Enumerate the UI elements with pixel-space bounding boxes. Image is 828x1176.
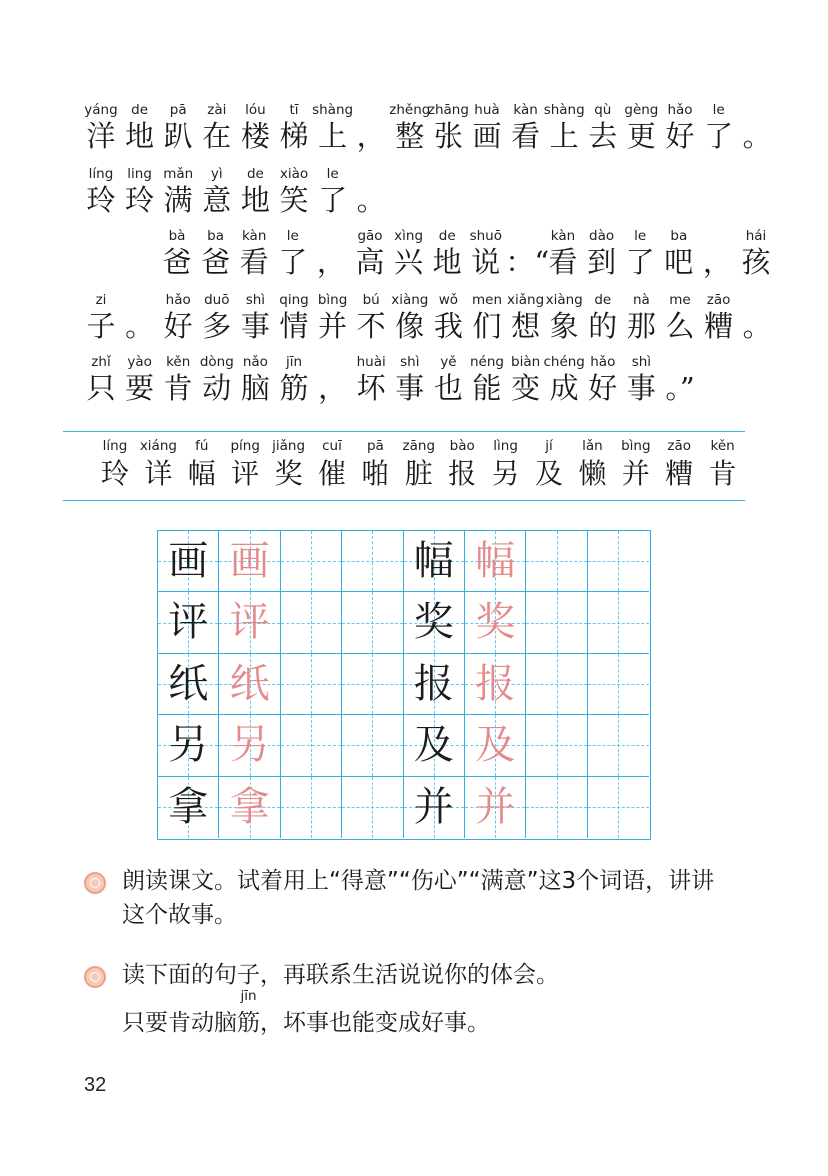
grid-cell	[404, 715, 465, 776]
pinyin: zài	[207, 102, 227, 118]
new-character-char: 另	[491, 457, 520, 490]
passage-char: 像	[395, 309, 425, 343]
passage-line	[0, 230, 828, 294]
grid-cell	[342, 592, 403, 653]
passage-char: 要	[125, 371, 155, 405]
trace-character: 及	[475, 722, 516, 769]
pinyin: shàng	[312, 102, 354, 118]
pinyin: zhǐ	[91, 354, 111, 370]
passage-char: 子	[86, 309, 116, 343]
passage-char: 。	[356, 183, 386, 217]
passage-char: 地	[240, 183, 270, 217]
new-character-pinyin: pā	[366, 438, 384, 454]
pinyin: hǎo	[165, 292, 191, 308]
passage-char: 坏	[356, 371, 386, 405]
passage-char: 整	[395, 119, 425, 153]
pinyin: yě	[440, 354, 457, 370]
passage-char: ：“	[505, 245, 550, 279]
passage-char: 情	[279, 309, 309, 343]
grid-cell	[219, 777, 280, 838]
passage-char: ，	[316, 245, 346, 279]
grid-cell	[219, 531, 280, 592]
passage-char: 满	[163, 183, 193, 217]
passage-char: 吧	[664, 245, 694, 279]
pinyin: de	[594, 292, 612, 308]
writing-practice-grid	[157, 530, 651, 840]
pinyin: de	[438, 228, 456, 244]
passage-char: 脑	[240, 371, 270, 405]
new-character-char: 幅	[187, 457, 216, 490]
new-character-pinyin: fú	[195, 438, 209, 454]
passage-char: 我	[433, 309, 463, 343]
passage-char: 洋	[86, 119, 116, 153]
pinyin: le	[286, 228, 299, 244]
pinyin: xiàng	[545, 292, 583, 308]
pinyin: shàng	[543, 102, 585, 118]
model-character: 另	[168, 722, 209, 769]
new-character-pinyin: lìng	[493, 438, 518, 454]
passage-char: 筋	[279, 371, 309, 405]
passage-char: 更	[626, 119, 656, 153]
grid-cell	[219, 654, 280, 715]
new-character-char: 并	[621, 457, 650, 490]
passage-char: 看	[548, 245, 578, 279]
pinyin: chéng	[543, 354, 585, 370]
passage-char: 好	[588, 371, 618, 405]
pinyin: xiàng	[391, 292, 429, 308]
grid-cell	[281, 592, 342, 653]
pinyin: le	[634, 228, 647, 244]
grid-cell	[342, 654, 403, 715]
pinyin: zāo	[706, 292, 731, 308]
new-character	[703, 438, 743, 492]
new-character	[616, 438, 656, 492]
pinyin: qing	[279, 292, 309, 308]
passage-char: 那	[626, 309, 656, 343]
passage-char: 上	[549, 119, 579, 153]
pinyin: de	[131, 102, 149, 118]
grid-cell	[281, 531, 342, 592]
pinyin: yáng	[84, 102, 118, 118]
passage-line	[0, 356, 828, 420]
pinyin: bú	[362, 292, 380, 308]
new-character-char: 脏	[404, 457, 433, 490]
passage-char: 爸	[162, 245, 192, 279]
pinyin: dào	[589, 228, 615, 244]
passage-char: 高	[355, 245, 385, 279]
passage-line	[0, 294, 828, 358]
passage-char: 糟	[704, 309, 734, 343]
grid-cell	[526, 531, 587, 592]
example-sentence-pre: 只要肯动脑	[122, 1010, 237, 1036]
pinyin: nà	[632, 292, 650, 308]
passage-char: 变	[511, 371, 541, 405]
new-character-char: 及	[534, 457, 563, 490]
passage-char: 了	[704, 119, 734, 153]
passage-char: 并	[318, 309, 348, 343]
new-characters-list	[63, 431, 745, 501]
new-character-char: 玲	[100, 457, 129, 490]
grid-cell	[342, 777, 403, 838]
pinyin: zi	[95, 292, 107, 308]
passage-char: 看	[511, 119, 541, 153]
grid-cell	[219, 592, 280, 653]
grid-cell	[526, 592, 587, 653]
new-character	[95, 438, 135, 492]
model-character: 拿	[168, 783, 209, 830]
new-character	[269, 438, 309, 492]
pinyin: lóu	[245, 102, 266, 118]
passage-char: 地	[125, 119, 155, 153]
example-sentence	[122, 988, 490, 1040]
passage-char: 画	[472, 119, 502, 153]
passage-char: 。	[742, 119, 772, 153]
pinyin: de	[246, 166, 264, 182]
grid-cell	[404, 777, 465, 838]
pinyin: kěn	[166, 354, 191, 370]
pinyin: shì	[245, 292, 266, 308]
pinyin: duō	[204, 292, 230, 308]
passage-char: 了	[278, 245, 308, 279]
new-character	[442, 438, 482, 492]
model-character: 报	[413, 660, 454, 707]
passage-char: 去	[588, 119, 618, 153]
trace-character: 拿	[229, 783, 270, 830]
grid-cell	[465, 715, 526, 776]
passage-char: ，	[702, 245, 732, 279]
pinyin: wǒ	[438, 292, 459, 308]
new-character-pinyin: xiáng	[139, 438, 177, 454]
grid-cell	[404, 654, 465, 715]
pinyin: líng	[88, 166, 114, 182]
pinyin: yào	[127, 354, 152, 370]
pinyin: xiǎng	[507, 292, 545, 308]
page-number: 32	[84, 1074, 107, 1096]
grid-cell	[281, 654, 342, 715]
pinyin: zhāng	[427, 102, 469, 118]
passage-char: 趴	[163, 119, 193, 153]
new-character	[182, 438, 222, 492]
grid-cell	[281, 777, 342, 838]
passage-char: 说	[471, 245, 501, 279]
passage-char: 。	[125, 309, 155, 343]
new-character-char: 奖	[274, 457, 303, 490]
new-character	[225, 438, 265, 492]
passage-char: 笑	[279, 183, 309, 217]
trace-character: 评	[229, 599, 270, 646]
new-character-pinyin: zāng	[402, 438, 436, 454]
example-pinyin: jīn	[240, 988, 257, 1004]
pinyin: huài	[356, 354, 386, 370]
pinyin: men	[471, 292, 502, 308]
passage-char: 到	[587, 245, 617, 279]
new-character-pinyin: zāo	[667, 438, 691, 454]
trace-character: 并	[475, 783, 516, 830]
passage-char: 多	[202, 309, 232, 343]
new-character-pinyin: lǎn	[582, 438, 603, 454]
new-character	[659, 438, 699, 492]
passage-char: 。”	[665, 371, 695, 405]
new-character-pinyin: píng	[230, 438, 260, 454]
passage-char: 的	[588, 309, 618, 343]
passage-char: 玲	[86, 183, 116, 217]
passage-char: 们	[472, 309, 502, 343]
pinyin: shì	[631, 354, 652, 370]
pinyin: kàn	[241, 228, 267, 244]
new-character-char: 肯	[708, 457, 737, 490]
grid-cell	[588, 715, 649, 776]
model-character: 纸	[168, 660, 209, 707]
new-character-char: 详	[144, 457, 173, 490]
passage-char: 爸	[201, 245, 231, 279]
passage-char: 在	[202, 119, 232, 153]
passage-char: 了	[318, 183, 348, 217]
passage-char: 孩	[741, 245, 771, 279]
passage-char: 肯	[163, 371, 193, 405]
pinyin: xìng	[394, 228, 424, 244]
grid-cell	[465, 654, 526, 715]
model-character: 奖	[413, 599, 454, 646]
pinyin: dòng	[199, 354, 234, 370]
grid-cell	[158, 777, 219, 838]
grid-cell	[588, 531, 649, 592]
new-character-pinyin: kěn	[710, 438, 735, 454]
pinyin: gèng	[624, 102, 659, 118]
grid-cell	[404, 531, 465, 592]
passage-char: 上	[318, 119, 348, 153]
passage-char: 楼	[240, 119, 270, 153]
new-character	[399, 438, 439, 492]
passage-char: 只	[86, 371, 116, 405]
pinyin: bà	[168, 228, 186, 244]
exercise-1-text: 朗读课文。试着用上“得意”“伤心”“满意”这3个词语，讲讲这个故事。	[122, 868, 715, 928]
grid-cell	[404, 592, 465, 653]
passage-char: 梯	[279, 119, 309, 153]
passage-char: 好	[163, 309, 193, 343]
model-character: 幅	[413, 538, 454, 584]
flower-badge-icon	[84, 966, 106, 988]
passage-char: 不	[356, 309, 386, 343]
grid-cell	[465, 592, 526, 653]
new-character-pinyin: bào	[449, 438, 475, 454]
new-character-pinyin: cuī	[322, 438, 342, 454]
exercise-2-text: 读下面的句子，再联系生活说说你的体会。	[122, 962, 559, 988]
pinyin: qù	[594, 102, 612, 118]
pinyin: hǎo	[590, 354, 616, 370]
new-character-pinyin: jiǎng	[272, 438, 306, 454]
pinyin: mǎn	[163, 166, 194, 182]
pinyin: le	[326, 166, 339, 182]
pinyin: tī	[289, 102, 299, 118]
passage-char: 动	[202, 371, 232, 405]
new-character-char: 报	[448, 457, 477, 490]
pinyin: ling	[127, 166, 152, 182]
grid-cell	[158, 531, 219, 592]
new-character	[312, 438, 352, 492]
passage-char: 兴	[394, 245, 424, 279]
grid-cell	[465, 777, 526, 838]
pinyin: le	[712, 102, 725, 118]
trace-character: 画	[229, 538, 270, 584]
pinyin: huà	[474, 102, 500, 118]
new-character-pinyin: líng	[102, 438, 128, 454]
grid-cell	[465, 531, 526, 592]
passage-char: 能	[472, 371, 502, 405]
pinyin: zhěng	[389, 102, 431, 118]
new-character-char: 懒	[578, 457, 607, 490]
model-character: 及	[413, 722, 454, 769]
pinyin: néng	[470, 354, 504, 370]
example-annotated-char: jīn 筋	[237, 988, 260, 1036]
pinyin: shì	[400, 354, 420, 370]
passage-char: 张	[433, 119, 463, 153]
passage-char: 看	[239, 245, 269, 279]
new-character	[529, 438, 569, 492]
passage-char: 事	[395, 371, 425, 405]
grid-cell	[342, 531, 403, 592]
passage-char: 事	[626, 371, 656, 405]
pinyin: hǎo	[667, 102, 693, 118]
pinyin: xiào	[279, 166, 309, 182]
grid-cell	[588, 592, 649, 653]
passage-char: ，	[318, 371, 348, 405]
model-character: 画	[168, 538, 209, 584]
trace-character: 纸	[229, 660, 270, 707]
passage-char: 象	[549, 309, 579, 343]
pinyin: kàn	[513, 102, 538, 118]
example-sentence-post: ，坏事也能变成好事。	[260, 1010, 490, 1036]
grid-cell	[342, 715, 403, 776]
trace-character: 幅	[475, 538, 516, 584]
passage-line	[0, 168, 828, 232]
pinyin: me	[669, 292, 691, 308]
passage-char: 。	[742, 309, 772, 343]
grid-cell	[219, 715, 280, 776]
pinyin: kàn	[550, 228, 576, 244]
passage-char: 意	[202, 183, 232, 217]
new-character-char: 催	[317, 457, 346, 490]
passage-char: 也	[433, 371, 463, 405]
new-character-char: 糟	[665, 457, 694, 490]
passage-char: 么	[665, 309, 695, 343]
grid-cell	[158, 715, 219, 776]
passage-char: 玲	[125, 183, 155, 217]
passage-char: ，	[356, 119, 386, 153]
new-character-pinyin: bìng	[621, 438, 651, 454]
pinyin: biàn	[511, 354, 541, 370]
pinyin: yì	[210, 166, 223, 182]
pinyin: hái	[745, 228, 767, 244]
new-character	[486, 438, 526, 492]
passage-char: 成	[549, 371, 579, 405]
grid-cell	[526, 715, 587, 776]
pinyin: ba	[670, 228, 688, 244]
model-character: 并	[413, 783, 454, 830]
grid-cell	[526, 777, 587, 838]
grid-cell	[588, 654, 649, 715]
flower-badge-icon	[84, 872, 106, 894]
passage-line	[0, 104, 828, 168]
new-character	[572, 438, 612, 492]
trace-character: 另	[229, 722, 270, 769]
new-character	[138, 438, 178, 492]
passage-char: 想	[511, 309, 541, 343]
model-character: 评	[168, 599, 209, 646]
grid-cell	[526, 654, 587, 715]
new-character-char: 评	[231, 457, 260, 490]
pinyin: jīn	[285, 354, 303, 370]
grid-cell	[588, 777, 649, 838]
passage-char: 了	[625, 245, 655, 279]
trace-character: 报	[475, 660, 516, 707]
pinyin: ba	[207, 228, 225, 244]
grid-cell	[158, 592, 219, 653]
grid-cell	[281, 715, 342, 776]
new-character	[355, 438, 395, 492]
lesson-passage	[0, 0, 828, 420]
new-character-char: 啪	[361, 457, 390, 490]
pinyin: gāo	[357, 228, 383, 244]
passage-char: 地	[432, 245, 462, 279]
pinyin: nǎo	[242, 354, 268, 370]
trace-character: 奖	[475, 599, 516, 646]
pinyin: bìng	[317, 292, 348, 308]
passage-char: 好	[665, 119, 695, 153]
new-character-pinyin: jí	[545, 438, 553, 454]
grid-cell	[158, 654, 219, 715]
pinyin: shuō	[469, 228, 502, 244]
passage-char: 事	[240, 309, 270, 343]
pinyin: pā	[169, 102, 187, 118]
